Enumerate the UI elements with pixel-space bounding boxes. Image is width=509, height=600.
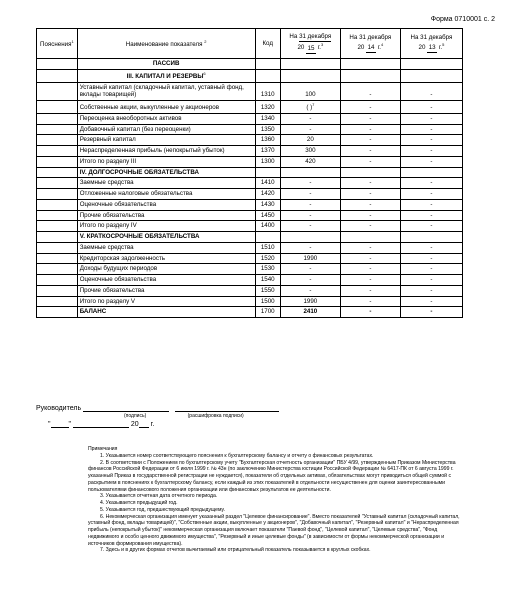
indicator-name: Оценочные обязательства: [77, 275, 255, 286]
value-period-1: ( )$^7$: [280, 101, 340, 114]
indicator-code: 1320: [255, 101, 280, 114]
value-period-3: -: [400, 101, 462, 114]
section-3-title-row: [37, 69, 463, 82]
table-row: [37, 285, 463, 296]
indicator-name: Прочие обязательства: [77, 285, 255, 296]
value-period-3: -: [400, 135, 462, 146]
head-label: Руководитель: [36, 405, 82, 412]
indicator-name: Нераспределенная прибыль (непокрытый убыток): [77, 146, 255, 157]
table-row: [37, 210, 463, 221]
value-period-3: -: [400, 189, 462, 200]
note-cell: [37, 242, 78, 253]
value-period-3: -: [400, 242, 462, 253]
table-row: [37, 242, 463, 253]
value-period-1: -: [280, 113, 340, 124]
indicator-code: 1310: [255, 82, 280, 101]
indicator-code: 1450: [255, 210, 280, 221]
date-line: " " 20 г.: [48, 421, 155, 428]
note-cell: [37, 113, 78, 124]
table-row: [37, 264, 463, 275]
indicator-name: Переоценка внеоборотных активов: [77, 113, 255, 124]
indicator-code: 1420: [255, 189, 280, 200]
table-row: [37, 113, 463, 124]
balance-table: [36, 28, 463, 318]
indicator-name: Итого по разделу V: [77, 296, 255, 307]
note-7: 7. Здесь и в других формах отчетов вычитаемый или отрицательный показатель показывается в круглых скобках.: [100, 547, 371, 554]
note-cell: [37, 124, 78, 135]
section-passive-title: ПАССИВ: [77, 59, 255, 70]
value-period-3: -: [400, 210, 462, 221]
value-period-3: -: [400, 82, 462, 101]
value-period-2: -: [340, 307, 400, 318]
indicator-name: Доходы будущих периодов: [77, 264, 255, 275]
table-row: [37, 275, 463, 286]
section-4-title-row: [37, 167, 463, 178]
table-row: [37, 296, 463, 307]
indicator-name: Уставный капитал (складочный капитал, уставный фонд, вклады товарищей): [77, 82, 255, 101]
table-row: [37, 135, 463, 146]
col-code-header: Код: [255, 29, 280, 59]
value-period-3: -: [400, 264, 462, 275]
value-period-1: -: [280, 285, 340, 296]
value-period-2: -: [340, 221, 400, 232]
indicator-code: 1700: [255, 307, 280, 318]
value-period-2: -: [340, 242, 400, 253]
value-period-1: -: [280, 178, 340, 189]
value-period-2: -: [340, 189, 400, 200]
value-period-1: -: [280, 221, 340, 232]
section-5-title-row: [37, 232, 463, 243]
section-3-title: III. КАПИТАЛ И РЕЗЕРВЫ$^6$: [77, 69, 255, 82]
value-period-2: -: [340, 264, 400, 275]
value-period-2: -: [340, 210, 400, 221]
indicator-name: Заемные средства: [77, 178, 255, 189]
value-period-3: -: [400, 285, 462, 296]
note-cell: [37, 178, 78, 189]
section-passive-row: [37, 59, 463, 70]
indicator-code: 1540: [255, 275, 280, 286]
col-period-2-header: На 31 декабря 20 14 г.$^4$: [340, 29, 400, 59]
note-cell: [37, 221, 78, 232]
indicator-code: 1360: [255, 135, 280, 146]
note-cell: [37, 264, 78, 275]
indicator-code: 1410: [255, 178, 280, 189]
name-line: [175, 411, 279, 412]
section-title: V. КРАТКОСРОЧНЫЕ ОБЯЗАТЕЛЬСТВА: [77, 232, 255, 243]
table-row: [37, 189, 463, 200]
note-cell: [37, 275, 78, 286]
value-period-1: -: [280, 189, 340, 200]
indicator-name: Итого по разделу III: [77, 156, 255, 167]
notes: [88, 446, 464, 554]
value-period-1: 20: [280, 135, 340, 146]
note-1: 1. Указывается номер соответствующего пояснения к бухгалтерскому балансу и отчету о финансовых результатах.: [100, 452, 374, 459]
note-cell: [37, 156, 78, 167]
indicator-name: Добавочный капитал (без переоценки): [77, 124, 255, 135]
indicator-code: 1430: [255, 199, 280, 210]
note-4: 4. Указывается предыдущий год.: [100, 500, 178, 507]
table-row: [37, 178, 463, 189]
table-row: [37, 124, 463, 135]
section-title: IV. ДОЛГОСРОЧНЫЕ ОБЯЗАТЕЛЬСТВА: [77, 167, 255, 178]
indicator-code: 1340: [255, 113, 280, 124]
indicator-name: Резервный капитал: [77, 135, 255, 146]
value-period-2: -: [340, 113, 400, 124]
value-period-2: -: [340, 135, 400, 146]
note-2: 2. В соответствии с Положением по бухгалтерскому учету "Бухгалтерская отчетность организации" ПБУ 4/99, утвержденным Приказом Министерства финансов Российской Федерации от 6 июля 1999 г. № 43н (по заключению Министерства юстиции Российской Федерации № 6417-ПК от 6 августа 1999 г. указанный Приказ в государственной регистрации не нуждается), показатели об отдельных активах, обязательствах могут приводиться общей суммой с раскрытием в пояснениях к бухгалтерскому балансу, если каждый из этих показателей в отдельности несущественен для оценки заинтересованными пользователями финансового положения организации или финансовых результатов ее деятельности.: [88, 459, 456, 493]
value-period-3: -: [400, 253, 462, 264]
value-period-2: -: [340, 285, 400, 296]
indicator-name: Кредиторская задолженность: [77, 253, 255, 264]
value-period-1: -: [280, 264, 340, 275]
indicator-name: Собственные акции, выкупленные у акционеров: [77, 101, 255, 114]
indicator-code: 1500: [255, 296, 280, 307]
notes-title: Примечания: [88, 446, 118, 452]
note-cell: [37, 146, 78, 157]
value-period-1: 1990: [280, 253, 340, 264]
value-period-1: 2410: [280, 307, 340, 318]
name-caption: (расшифровка подписи): [187, 413, 244, 419]
indicator-code: 1520: [255, 253, 280, 264]
indicator-code: 1350: [255, 124, 280, 135]
col-period-1-header: На 31 декабря 20 15 г.$^3$: [280, 29, 340, 59]
note-cell: [37, 307, 78, 318]
value-period-2: -: [340, 199, 400, 210]
value-period-2: -: [340, 101, 400, 114]
value-period-3: -: [400, 146, 462, 157]
value-period-1: 420: [280, 156, 340, 167]
table-row: [37, 199, 463, 210]
value-period-3: -: [400, 178, 462, 189]
col-name-header: Наименование показателя $^2$: [77, 29, 255, 59]
value-period-3: -: [400, 307, 462, 318]
note-cell: [37, 189, 78, 200]
indicator-code: 1530: [255, 264, 280, 275]
value-period-1: 100: [280, 82, 340, 101]
value-period-2: -: [340, 253, 400, 264]
form-number: Форма 0710001 с. 2: [430, 16, 495, 23]
note-cell: [37, 135, 78, 146]
table-header: [37, 29, 463, 59]
note-5: 5. Указывается год, предшествующий предыдущему.: [100, 506, 225, 513]
col-period-3-header: На 31 декабря 20 13 г.$^5$: [400, 29, 462, 59]
value-period-1: -: [280, 199, 340, 210]
value-period-1: -: [280, 124, 340, 135]
signature-block: [36, 405, 476, 428]
value-period-3: -: [400, 221, 462, 232]
value-period-2: -: [340, 124, 400, 135]
value-period-1: 1990: [280, 296, 340, 307]
indicator-name: Итого по разделу IV: [77, 221, 255, 232]
note-cell: [37, 210, 78, 221]
value-period-3: -: [400, 275, 462, 286]
signature-line: [83, 411, 169, 412]
balance-total-row: [37, 307, 463, 318]
indicator-name: Прочие обязательства: [77, 210, 255, 221]
table-row: [37, 101, 463, 114]
value-period-1: -: [280, 242, 340, 253]
indicator-code: 1510: [255, 242, 280, 253]
value-period-3: -: [400, 113, 462, 124]
value-period-2: -: [340, 178, 400, 189]
table-row: [37, 82, 463, 101]
value-period-3: -: [400, 296, 462, 307]
note-cell: [37, 82, 78, 101]
value-period-2: -: [340, 275, 400, 286]
indicator-name: Отложенные налоговые обязательства: [77, 189, 255, 200]
value-period-3: -: [400, 124, 462, 135]
indicator-code: 1400: [255, 221, 280, 232]
value-period-1: 300: [280, 146, 340, 157]
value-period-1: -: [280, 210, 340, 221]
note-cell: [37, 199, 78, 210]
value-period-2: -: [340, 296, 400, 307]
col-note-header: Пояснения$^1$: [37, 29, 78, 59]
note-cell: [37, 253, 78, 264]
note-6: 6. Некоммерческая организация именует указанный раздел "Целевое финансирование". Вместо показателей "Уставный капитал (складочный капитал, уставный фонд, вклады товарищей)", "Собственные акции, выкупленные у акционеров", "Добавочный капитал", "Резервный капитал" и "Нераспределенная прибыль (непокрытый убыток)" некоммерческая организация включает показатели "Паевой фонд", "Целевой капитал", "Целевые средства", "Фонд недвижимого и особо ценного движимого имущества", "Резервный и иные целевые фонды" (в зависимости от формы некоммерческой организации и источников формирования имущества).: [88, 513, 460, 547]
indicator-name: Заемные средства: [77, 242, 255, 253]
note-cell: [37, 296, 78, 307]
sign-caption: (подпись): [124, 413, 147, 419]
table-row: [37, 221, 463, 232]
note-3: 3. Указывается отчетная дата отчетного периода.: [100, 493, 218, 500]
value-period-2: -: [340, 146, 400, 157]
indicator-code: 1300: [255, 156, 280, 167]
note-cell: [37, 285, 78, 296]
table-row: [37, 156, 463, 167]
value-period-1: -: [280, 275, 340, 286]
indicator-name: БАЛАНС: [77, 307, 255, 318]
value-period-2: -: [340, 156, 400, 167]
note-cell: [37, 101, 78, 114]
value-period-3: -: [400, 156, 462, 167]
table-row: [37, 146, 463, 157]
table-row: [37, 253, 463, 264]
indicator-code: 1370: [255, 146, 280, 157]
indicator-name: Оценочные обязательства: [77, 199, 255, 210]
value-period-2: -: [340, 82, 400, 101]
indicator-code: 1550: [255, 285, 280, 296]
value-period-3: -: [400, 199, 462, 210]
